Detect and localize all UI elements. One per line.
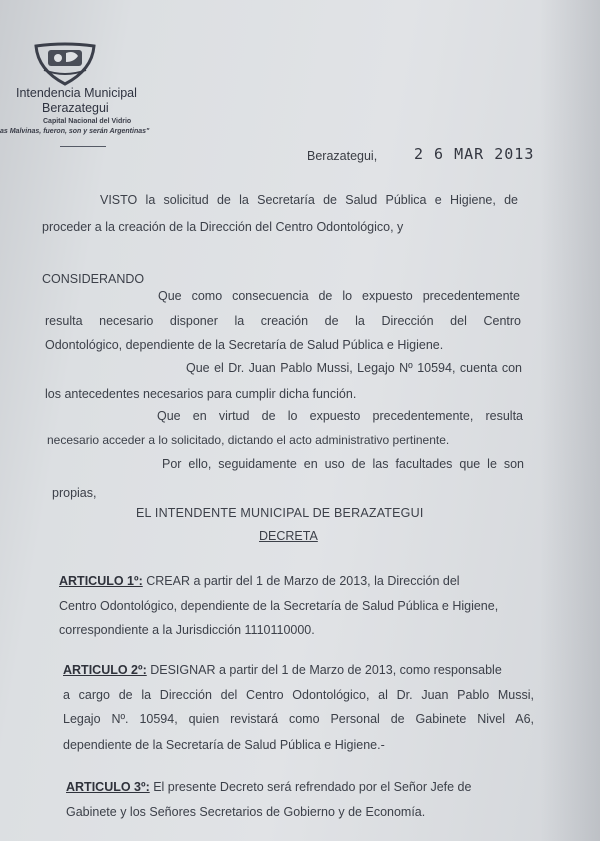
article-label: ARTICULO 2º: (63, 663, 147, 677)
article-line: dependiente de la Secretaría de Salud Pública e Higiene.- (63, 738, 385, 752)
header-divider (60, 146, 106, 147)
org-motto: as Malvinas, fueron, son y serán Argentinas" (0, 128, 150, 135)
article-1 (59, 574, 460, 588)
visto-line: VISTO la solicitud de la Secretaría de Salud Pública e Higiene, de (100, 193, 518, 207)
article-line: Legajo Nº. 10594, quien revistará como Personal de Gabinete Nivel A6, (63, 712, 534, 726)
article-3 (66, 780, 471, 794)
article-2 (63, 663, 502, 677)
article-text: CREAR a partir del 1 de Marzo de 2013, la Dirección del (146, 574, 460, 588)
article-label: ARTICULO 3º: (66, 780, 150, 794)
article-line: correspondiente a la Jurisdicción 1110110000. (59, 623, 315, 637)
considerando-line: necesario acceder a lo solicitado, dictando el acto administrativo pertinente. (47, 433, 450, 447)
considerando-line: Por ello, seguidamente en uso de las facultades que le son (162, 457, 524, 471)
article-line: a cargo de la Dirección del Centro Odontológico, al Dr. Juan Pablo Mussi, (63, 688, 534, 702)
considerando-line: Odontológico, dependiente de la Secretaría de Salud Pública e Higiene. (45, 338, 444, 352)
article-line: Gabinete y los Señores Secretarios de Gobierno y de Economía. (66, 805, 426, 819)
considerando-line: Que como consecuencia de lo expuesto precedentemente (158, 289, 520, 303)
article-line: Centro Odontológico, dependiente de la Secretaría de Salud Pública e Higiene, (59, 599, 499, 613)
article-text: El presente Decreto será refrendado por el Señor Jefe de (153, 780, 472, 794)
article-label: ARTICULO 1º: (59, 574, 143, 588)
visto-line: proceder a la creación de la Dirección del Centro Odontológico, y (42, 220, 404, 234)
considerando-line: resulta necesario disponer la creación de la Dirección del Centro (45, 314, 521, 328)
municipal-logo-icon (30, 40, 100, 88)
city-name: Berazategui (42, 101, 109, 115)
article-text: DESIGNAR a partir del 1 de Marzo de 2013, como responsable (150, 663, 502, 677)
considerando-line: los antecedentes necesarios para cumplir dicha función. (45, 387, 357, 401)
dateline-place: Berazategui, (307, 149, 378, 163)
date-stamp: 2 6 MAR 2013 (414, 145, 535, 163)
decreta-heading: DECRETA (259, 529, 318, 543)
considerando-line: propias, (52, 486, 97, 500)
considerando-heading: CONSIDERANDO (42, 272, 145, 286)
org-tagline: Capital Nacional del Vidrio (43, 118, 132, 125)
considerando-line: Que el Dr. Juan Pablo Mussi, Legajo Nº 10594, cuenta con (186, 361, 522, 375)
considerando-line: Que en virtud de lo expuesto precedentemente, resulta (157, 409, 523, 423)
authority-line: EL INTENDENTE MUNICIPAL DE BERAZATEGUI (136, 506, 424, 520)
org-name: Intendencia Municipal (16, 86, 137, 100)
